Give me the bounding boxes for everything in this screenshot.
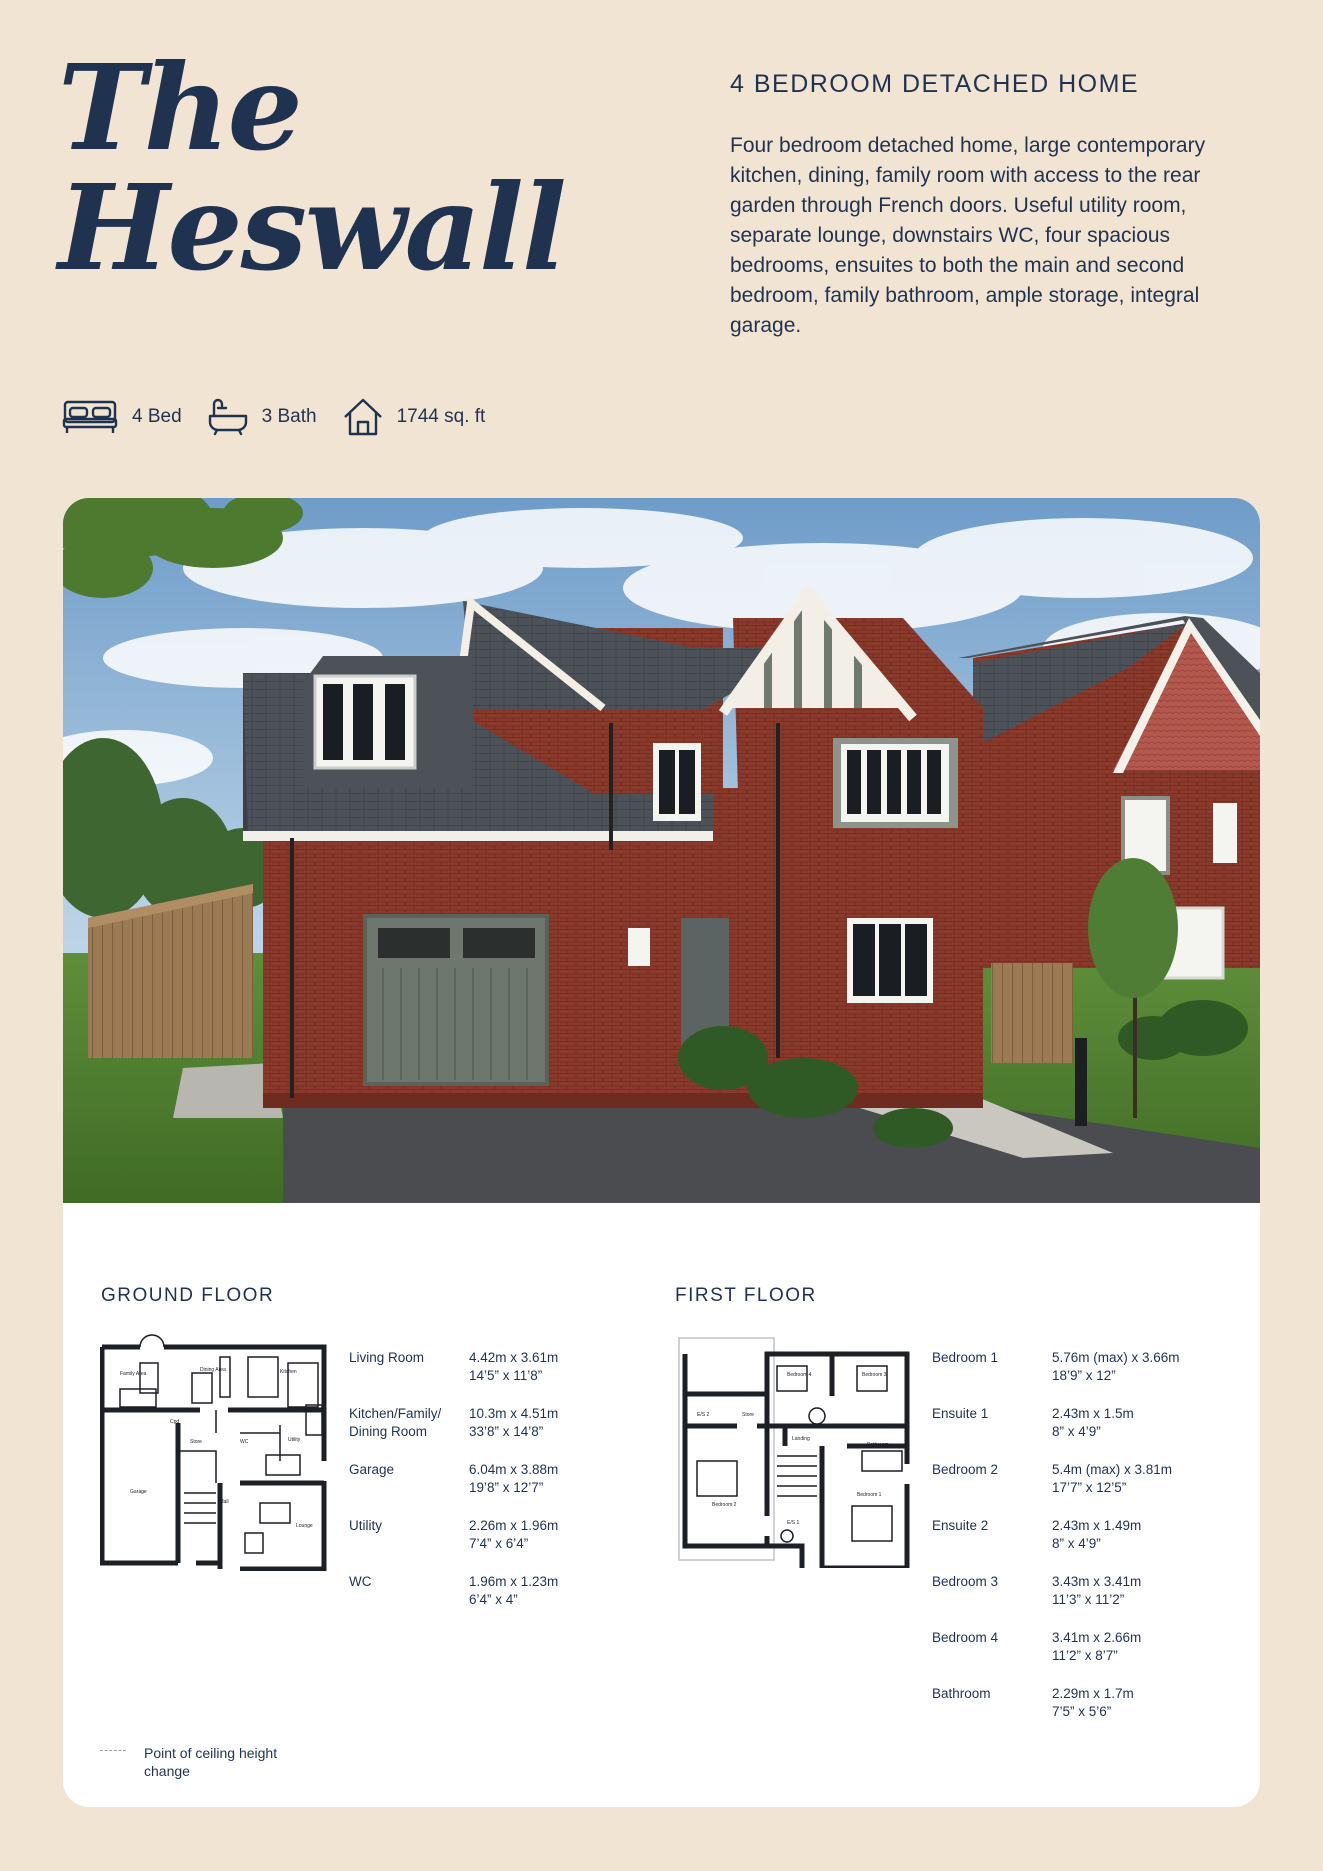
stat-bed-label: 4 Bed	[132, 406, 182, 427]
room-imperial: 8” x 4’9”	[1052, 1424, 1101, 1439]
plan-label-es-1: E/S 1	[787, 1520, 800, 1526]
first-floor-rooms	[932, 1349, 1232, 1729]
plan-label-garage: Garage	[130, 1489, 147, 1495]
plan-label-kitchen: Kitchen	[280, 1369, 297, 1375]
plan-label-store: Store	[190, 1439, 202, 1445]
plan-label-wc: WC	[240, 1439, 249, 1445]
room-name: Garage	[349, 1462, 395, 1477]
room-dims	[469, 1517, 558, 1553]
room-name: Bedroom 1	[932, 1350, 999, 1365]
room-metric: 3.41m x 2.66m	[1052, 1630, 1142, 1645]
first-floor-heading: FIRST FLOOR	[675, 1285, 817, 1306]
room-metric: 10.3m x 4.51m	[469, 1406, 559, 1421]
room-imperial: 7’4” x 6’4”	[469, 1536, 529, 1551]
room-name: Bedroom 3	[932, 1574, 999, 1589]
room-imperial: 6’4” x 4”	[469, 1592, 518, 1607]
room-dims	[469, 1573, 558, 1609]
plan-label-lounge: Lounge	[296, 1523, 313, 1529]
title-line-1: The	[58, 38, 301, 177]
house-rendering	[63, 498, 1260, 1203]
room-dims	[1052, 1461, 1172, 1497]
room-imperial: 17’7” x 12’5”	[1052, 1480, 1127, 1495]
stats-bar	[62, 394, 511, 440]
room-metric: 2.43m x 1.49m	[1052, 1518, 1142, 1533]
room-name: Bathroom	[932, 1686, 991, 1701]
house-icon	[343, 397, 383, 437]
plan-label-es-2: E/S 2	[697, 1412, 710, 1418]
stat-bath	[208, 398, 317, 436]
room-name: WC	[349, 1574, 372, 1589]
room-imperial: 19’8” x 12’7”	[469, 1480, 544, 1495]
room-name: Ensuite 2	[932, 1518, 989, 1533]
plan-label-bedroom-4: Bedroom 4	[787, 1372, 812, 1378]
room-metric: 2.43m x 1.5m	[1052, 1406, 1134, 1421]
legend-text: Point of ceiling height change	[144, 1745, 278, 1779]
plan-label-hall: Hall	[220, 1499, 229, 1505]
room-dims	[1052, 1405, 1134, 1441]
room-dims	[1052, 1517, 1141, 1553]
stat-area-label: 1744 sq. ft	[396, 406, 486, 427]
stat-bed	[62, 399, 182, 435]
room-name: Living Room	[349, 1350, 425, 1365]
room-metric: 1.96m x 1.23m	[469, 1574, 559, 1589]
content-card	[63, 498, 1260, 1807]
room-dims	[1052, 1349, 1180, 1385]
room-name: Kitchen/Family/ Dining Room	[349, 1406, 442, 1439]
room-name: Bedroom 2	[932, 1462, 999, 1477]
ground-floor-plan	[100, 1333, 332, 1571]
room-imperial: 11’3” x 11’2”	[1052, 1592, 1125, 1607]
room-metric: 3.43m x 3.41m	[1052, 1574, 1142, 1589]
plan-label-family: Family Area	[120, 1371, 147, 1377]
room-imperial: 7’5” x 5’6”	[1052, 1704, 1112, 1719]
room-metric: 4.42m x 3.61m	[469, 1350, 559, 1365]
room-metric: 2.26m x 1.96m	[469, 1518, 559, 1533]
room-metric: 6.04m x 3.88m	[469, 1462, 559, 1477]
title-line-2: Heswall	[58, 158, 565, 297]
plan-label-utility: Utility	[288, 1437, 301, 1443]
bath-icon	[208, 398, 248, 436]
plan-label-dining: Dining Area	[200, 1367, 226, 1373]
plan-label-landing: Landing	[792, 1436, 810, 1442]
plan-label-cpd: Cpd	[170, 1419, 180, 1425]
plan-label-bedroom-1: Bedroom 1	[857, 1492, 882, 1498]
room-name: Ensuite 1	[932, 1406, 989, 1421]
room-name: Utility	[349, 1518, 382, 1533]
room-name: Bedroom 4	[932, 1630, 999, 1645]
room-dims	[1052, 1685, 1134, 1721]
room-dims	[1052, 1629, 1141, 1665]
room-dims	[469, 1349, 558, 1385]
room-imperial: 11’2” x 8’7”	[1052, 1648, 1118, 1663]
bed-icon	[62, 399, 118, 435]
ground-floor-rooms	[349, 1349, 609, 1619]
room-imperial: 8” x 4’9”	[1052, 1536, 1101, 1551]
page-title	[58, 38, 618, 297]
room-dims	[469, 1405, 558, 1441]
plan-label-bedroom-2: Bedroom 2	[712, 1502, 737, 1508]
plan-label-bathroom: Bathroom	[867, 1442, 889, 1448]
home-description: Four bedroom detached home, large contemporary kitchen, dining, family room with access to the rear garden through French doors. Useful utility room, separate lounge, downstairs WC, four spacious bedrooms, ensuites to both the main and second bedroom, family bathroom, ample storage, integral garage.	[730, 134, 1206, 337]
room-imperial: 33’8” x 14’8”	[469, 1424, 544, 1439]
stat-area	[343, 397, 486, 437]
dashed-line-icon	[100, 1750, 126, 1751]
plan-label-store: Store	[742, 1412, 754, 1418]
room-imperial: 14’5” x 11’8”	[469, 1368, 543, 1383]
room-metric: 2.29m x 1.7m	[1052, 1686, 1134, 1701]
ground-floor-heading: GROUND FLOOR	[101, 1285, 275, 1306]
home-type-heading: 4 BEDROOM DETACHED HOME	[730, 70, 1140, 98]
room-metric: 5.76m (max) x 3.66m	[1052, 1350, 1180, 1365]
room-imperial: 18’9” x 12”	[1052, 1368, 1116, 1383]
room-metric: 5.4m (max) x 3.81m	[1052, 1462, 1173, 1477]
first-floor-plan	[677, 1336, 917, 1568]
plan-label-bedroom-3: Bedroom 3	[862, 1372, 887, 1378]
room-dims	[469, 1461, 558, 1497]
stat-bath-label: 3 Bath	[261, 406, 317, 427]
room-dims	[1052, 1573, 1141, 1609]
